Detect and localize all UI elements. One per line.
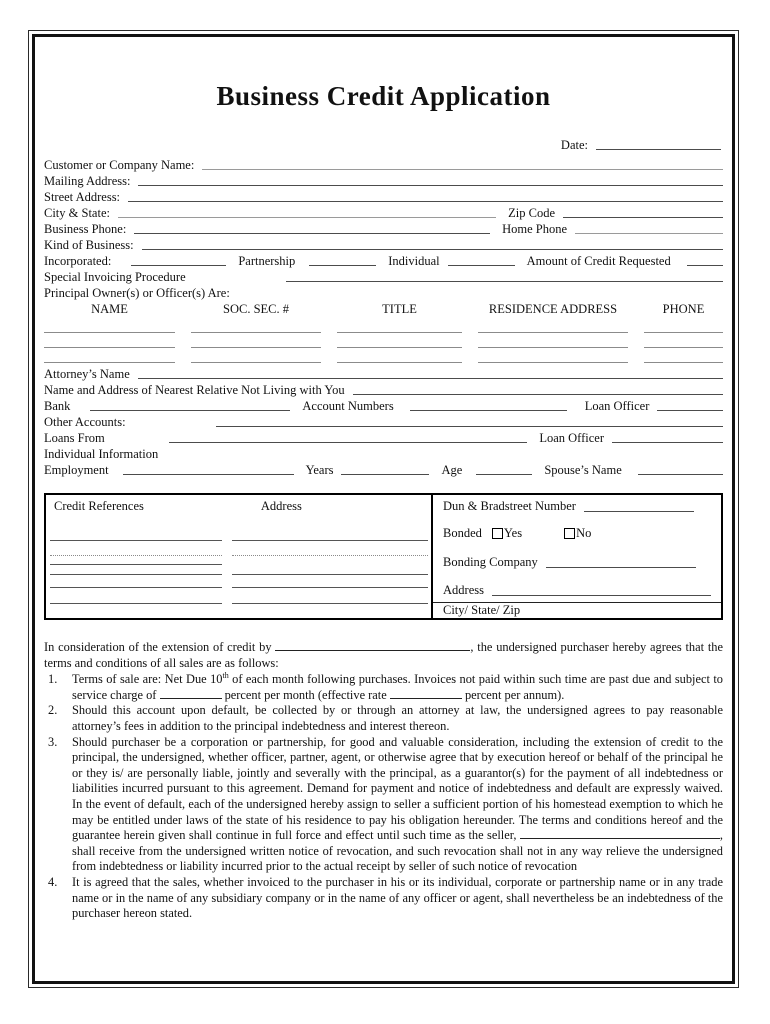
bonding-company-row [433,555,721,569]
principal-phone-line[interactable] [644,348,723,363]
bank-row [44,397,723,413]
bonded-label: Bonded [443,525,482,540]
spouses-name-input-line[interactable] [638,463,723,475]
date-label: Date: [560,138,588,152]
page-inner-border [32,34,735,984]
col-header-title: TITLE [382,302,417,316]
term-number: 1. [48,672,58,687]
term-item-2 [48,703,723,734]
dun-bradstreet-input-line[interactable] [584,500,694,512]
term-item-4 [48,875,723,922]
attorneys-name-label: Attorney’s Name [44,367,130,381]
term-item-3 [48,735,723,875]
term-text: Should purchaser be a corporation or partnership, for good and valuable consideration, including the extension of credit to the principal, the undersigned, whether officer, partner, agent, or otherwise agree that by execution hereof or behalf of the principal he or they is/ are personally liable, jointly and severally with the principal, as a guarantor(s) for the payment of all indebtedness or liabilities incurred pursuant to this agreement. Demand for payment and notice of indebtedness and default are expressly waived. In the event of default, each of the undersigned hereby assign to seller a sufficient portion of his homestead exemption to which he may be entitled under laws of the state of his residence to pay his obligation hereunder. The terms and conditions hereof and the guarantee herein given shall continue in full force and effect until such time as the seller, , shall receive from the undersigned written notice of revocation, and such revocation shall not in any way relieve the undersigned from indebtedness or liability incurred prior to the actual receipt by seller of such notice of revocation [72,734,723,874]
years-input-line[interactable] [341,463,429,475]
zip-code-label: Zip Code [508,206,555,220]
date-input-line[interactable] [596,138,721,150]
bonded-no-label: No [576,525,592,540]
credit-reference-line[interactable] [50,587,222,588]
principals-table-row [44,348,723,363]
principal-phone-line[interactable] [644,318,723,333]
loans-from-label: Loans From [44,431,105,445]
form-content [35,37,732,981]
credit-address-line[interactable] [232,603,428,604]
bonding-company-label: Bonding Company [443,555,538,570]
term-text: Should this account upon default, be collected by or through an attorney at law, the undersigned agrees to pay reasonable attorney’s fees in addition to the principal indebtedness and interest thereon. [72,703,723,733]
special-invoicing-input-line[interactable] [286,270,723,282]
bonding-address-label: Address [443,582,484,597]
credit-address-line[interactable] [232,555,428,556]
fill-in-blank-line[interactable] [160,688,222,699]
bonded-yes-label: Yes [503,525,523,540]
credit-references-panel [46,495,433,618]
city-state-zip-row [433,602,721,618]
credit-address-line[interactable] [232,587,428,588]
loan-officer-input-line[interactable] [657,399,723,411]
col-header-residence: RESIDENCE ADDRESS [488,302,618,316]
bonding-company-input-line[interactable] [546,556,696,568]
employment-input-line[interactable] [123,463,294,475]
customer-name-label: Customer or Company Name: [44,158,195,172]
term-number: 2. [48,703,58,718]
principal-owners-row [44,284,723,300]
principals-table-header [44,302,723,318]
term-number: 4. [48,874,58,889]
col-header-phone: PHONE [662,302,705,316]
principal-residence-line[interactable] [478,348,628,363]
city-state-label: City & State: [44,206,110,220]
superscript: th [222,671,229,681]
customer-name-row [44,156,723,172]
principal-residence-line[interactable] [478,333,628,348]
mailing-address-label: Mailing Address: [44,174,131,188]
attorneys-name-input-line[interactable] [138,367,723,379]
customer-name-input-line[interactable] [202,158,723,170]
special-invoicing-row [44,268,723,284]
business-phone-label: Business Phone: [44,222,127,236]
individual-input-line[interactable] [448,254,515,266]
bonded-row [433,525,721,539]
city-state-zip-label: City/ State/ Zip [443,603,521,618]
attorneys-name-row [44,365,723,381]
credit-address-label: Address [260,499,302,513]
fill-in-blank-line[interactable] [275,640,470,651]
principals-table-row [44,318,723,333]
credit-references-label: Credit References [54,499,144,513]
individual-information-label: Individual Information [44,447,159,461]
business-phone-row [44,220,723,236]
fill-in-blank-line[interactable] [390,688,462,699]
principal-title-line[interactable] [337,333,462,348]
credit-reference-line[interactable] [50,603,222,604]
bank-label: Bank [44,399,71,413]
loans-from-input-line[interactable] [169,431,528,443]
term-text: It is agreed that the sales, whether invoiced to the purchaser in his or its individual, corporate or partnership name or in any trade name or in the name of any subsidiary company or in the name of any officer or agent, shall nevertheless be an indebtedness of the purchaser hereon stated. [72,874,723,921]
mailing-address-input-line[interactable] [138,174,723,186]
term-number: 3. [48,734,58,749]
bank-input-line[interactable] [90,399,290,411]
mailing-address-row [44,172,723,188]
page-title: Business Credit Application [216,81,551,111]
principals-table-row [44,333,723,348]
bonding-address-row [433,582,721,596]
principal-name-line[interactable] [44,333,175,348]
city-state-input-line[interactable] [118,206,496,218]
spouses-name-label: Spouse’s Name [544,463,622,477]
nearest-relative-label: Name and Address of Nearest Relative Not Living with You [44,383,345,397]
incorporated-label: Incorporated: [44,254,112,268]
principal-ssn-line[interactable] [191,333,321,348]
business-phone-input-line[interactable] [134,222,490,234]
terms-and-conditions [44,640,723,922]
age-input-line[interactable] [476,463,532,475]
partnership-input-line[interactable] [309,254,376,266]
credit-address-line[interactable] [232,540,428,541]
city-state-row [44,204,723,220]
credit-references-box [44,493,723,620]
street-address-input-line[interactable] [128,190,723,202]
other-accounts-label: Other Accounts: [44,415,126,429]
loan-officer-2-input-line[interactable] [612,431,723,443]
incorporated-row [44,252,723,268]
individual-information-row [44,445,723,461]
years-label: Years [305,463,334,477]
page-border [28,30,739,988]
other-accounts-input-line[interactable] [216,415,723,427]
loans-from-row [44,429,723,445]
col-header-ssn: SOC. SEC. # [223,302,289,316]
zip-code-input-line[interactable] [563,206,723,218]
bonding-address-input-line[interactable] [492,584,711,596]
account-numbers-label: Account Numbers [302,399,394,413]
loan-officer-label: Loan Officer [584,399,650,413]
employment-label: Employment [44,463,109,477]
principal-name-line[interactable] [44,318,175,333]
street-address-label: Street Address: [44,190,121,204]
principal-ssn-line[interactable] [191,348,321,363]
dun-bradstreet-panel [433,495,721,618]
principal-title-line[interactable] [337,348,462,363]
col-header-name: NAME [91,302,128,316]
individual-label: Individual [388,254,440,268]
principal-phone-line[interactable] [644,333,723,348]
account-numbers-input-line[interactable] [410,399,567,411]
dun-bradstreet-label: Dun & Bradstreet Number [443,499,576,514]
amount-of-credit-input-line[interactable] [687,254,723,266]
home-phone-label: Home Phone [502,222,567,236]
principal-name-line[interactable] [44,348,175,363]
nearest-relative-input-line[interactable] [353,383,723,395]
principal-residence-line[interactable] [478,318,628,333]
terms-intro: In consideration of the extension of credit by , the undersigned purchaser hereby agrees that the terms and conditions of all sales are as follows: [44,640,723,670]
kind-of-business-label: Kind of Business: [44,238,134,252]
incorporated-input-line[interactable] [131,254,226,266]
special-invoicing-label: Special Invoicing Procedure [44,270,186,284]
nearest-relative-row [44,381,723,397]
age-label: Age [441,463,463,477]
fill-in-blank-line[interactable] [520,828,720,839]
home-phone-input-line[interactable] [575,222,723,234]
loan-officer-2-label: Loan Officer [539,431,604,445]
date-row [44,136,723,152]
amount-of-credit-label: Amount of Credit Requested [526,254,671,268]
principal-title-line[interactable] [337,318,462,333]
term-item-1 [48,672,723,703]
kind-of-business-input-line[interactable] [142,238,723,250]
dun-bradstreet-row [433,499,721,513]
employment-row [44,461,723,477]
kind-of-business-row [44,236,723,252]
credit-reference-line[interactable] [50,574,222,575]
street-address-row [44,188,723,204]
principal-ssn-line[interactable] [191,318,321,333]
principal-owners-label: Principal Owner(s) or Officer(s) Are: [44,286,230,300]
principals-table [44,302,723,363]
credit-reference-line[interactable] [50,564,222,565]
other-accounts-row [44,413,723,429]
bonded-yes-checkbox[interactable] [492,528,503,539]
partnership-label: Partnership [238,254,296,268]
term-text: Terms of sale are: Net Due 10th of each month following purchases. Invoices not paid within such time are past due and subject to service charge of percent per month (effective rate percent per annum). [72,671,724,702]
credit-reference-line[interactable] [50,555,222,556]
credit-address-line[interactable] [232,574,428,575]
bonded-no-checkbox[interactable] [564,528,575,539]
credit-reference-line[interactable] [50,540,222,541]
